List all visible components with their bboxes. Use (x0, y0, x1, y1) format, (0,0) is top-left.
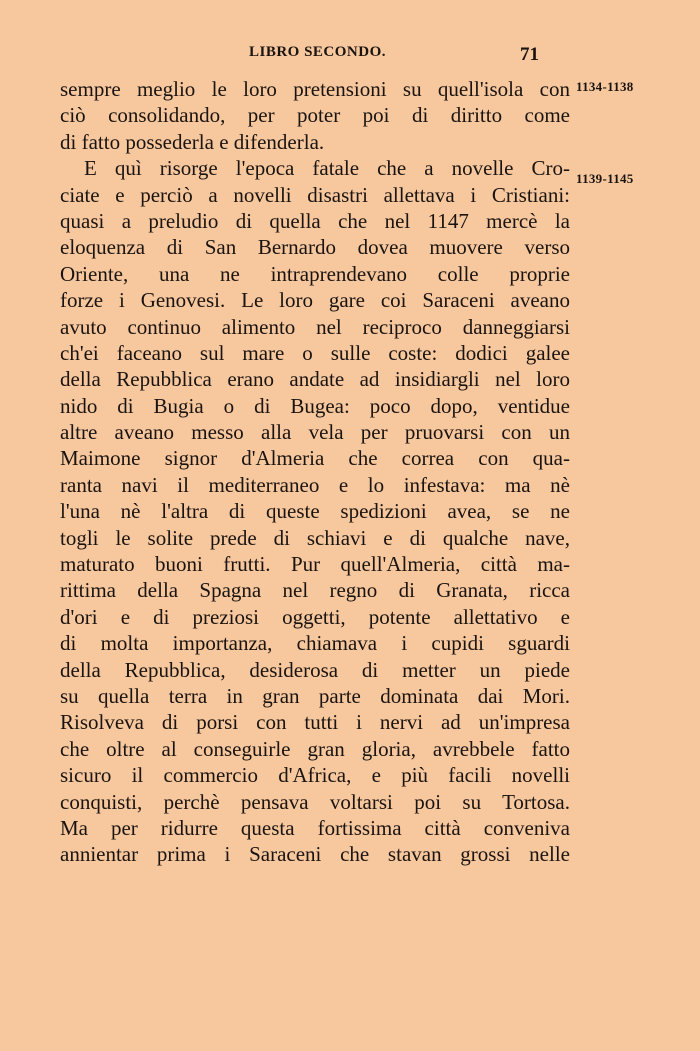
text-line: della Repubblica, desiderosa di metter un piede (60, 657, 570, 682)
text-line: conquisti, perchè pensava voltarsi poi su Tortosa. (60, 789, 570, 814)
paragraph-first-line: E quì risorge l'epoca fatale che a novelle Cro- (84, 156, 570, 181)
text-line: avuto continuo alimento nel reciproco danneggiarsi (60, 314, 570, 339)
text-line: Oriente, una ne intraprendevano colle proprie (60, 261, 570, 286)
text-line: rittima della Spagna nel regno di Granata, ricca (60, 578, 570, 603)
text-line: l'una nè l'altra di queste spedizioni avea, se ne (60, 499, 570, 524)
text-line: ciate e perciò a novelli disastri allettava i Cristiani: (60, 182, 570, 207)
text-line: sicuro il commercio d'Africa, e più facili novelli (60, 763, 570, 788)
text-line: annientar prima i Saraceni che stavan grossi nelle (60, 842, 570, 867)
margin-note-dates: 1139-1145 (576, 171, 634, 186)
text-line: sempre meglio le loro pretensioni su quell'isola con (60, 77, 570, 101)
text-line: Maimone signor d'Almeria che correa con qua- (60, 446, 570, 471)
text-line: ciò consolidando, per poter poi di diritto come (60, 103, 570, 128)
text-line: ranta navi il mediterraneo e lo infestava: ma nè (60, 472, 570, 497)
text-line: altre aveano messo alla vela per pruovarsi con un (60, 420, 570, 445)
text-line: quasi a preludio di quella che nel 1147 mercè la (60, 208, 570, 233)
text-line: nido di Bugia o di Bugea: poco dopo, ventidue (60, 393, 570, 418)
body-text (60, 76, 570, 868)
margin-note-dates: 1134-1138 (576, 79, 634, 94)
text-line: che oltre al conseguirle gran gloria, avrebbele fatto (60, 736, 570, 761)
text-line: su quella terra in gran parte dominata dai Mori. (60, 683, 570, 708)
text-line: Ma per ridurre questa fortissima città conveniva (60, 815, 570, 840)
text-line: della Repubblica erano andate ad insidiargli nel loro (60, 367, 570, 392)
text-line: d'ori e di preziosi oggetti, potente allettativo e (60, 604, 570, 629)
text-line: maturato buoni frutti. Pur quell'Almeria, città ma- (60, 552, 570, 577)
text-line: eloquenza di San Bernardo dovea muovere verso (60, 235, 570, 260)
text-line: di molta importanza, chiamava i cupidi sguardi (60, 631, 570, 656)
page-number: 71 (520, 44, 539, 65)
text-line: di fatto possederla e difenderla. (60, 129, 325, 154)
text-line: togli le solite prede di schiavi e di qualche nave, (60, 525, 570, 550)
text-line: Risolveva di porsi con tutti i nervi ad un'impresa (60, 710, 570, 735)
text-line: ch'ei faceano sul mare o sulle coste: dodici galee (60, 340, 570, 365)
running-header-title: LIBRO SECONDO. (248, 44, 387, 60)
text-line: forze i Genovesi. Le loro gare coi Saraceni aveano (60, 288, 570, 313)
